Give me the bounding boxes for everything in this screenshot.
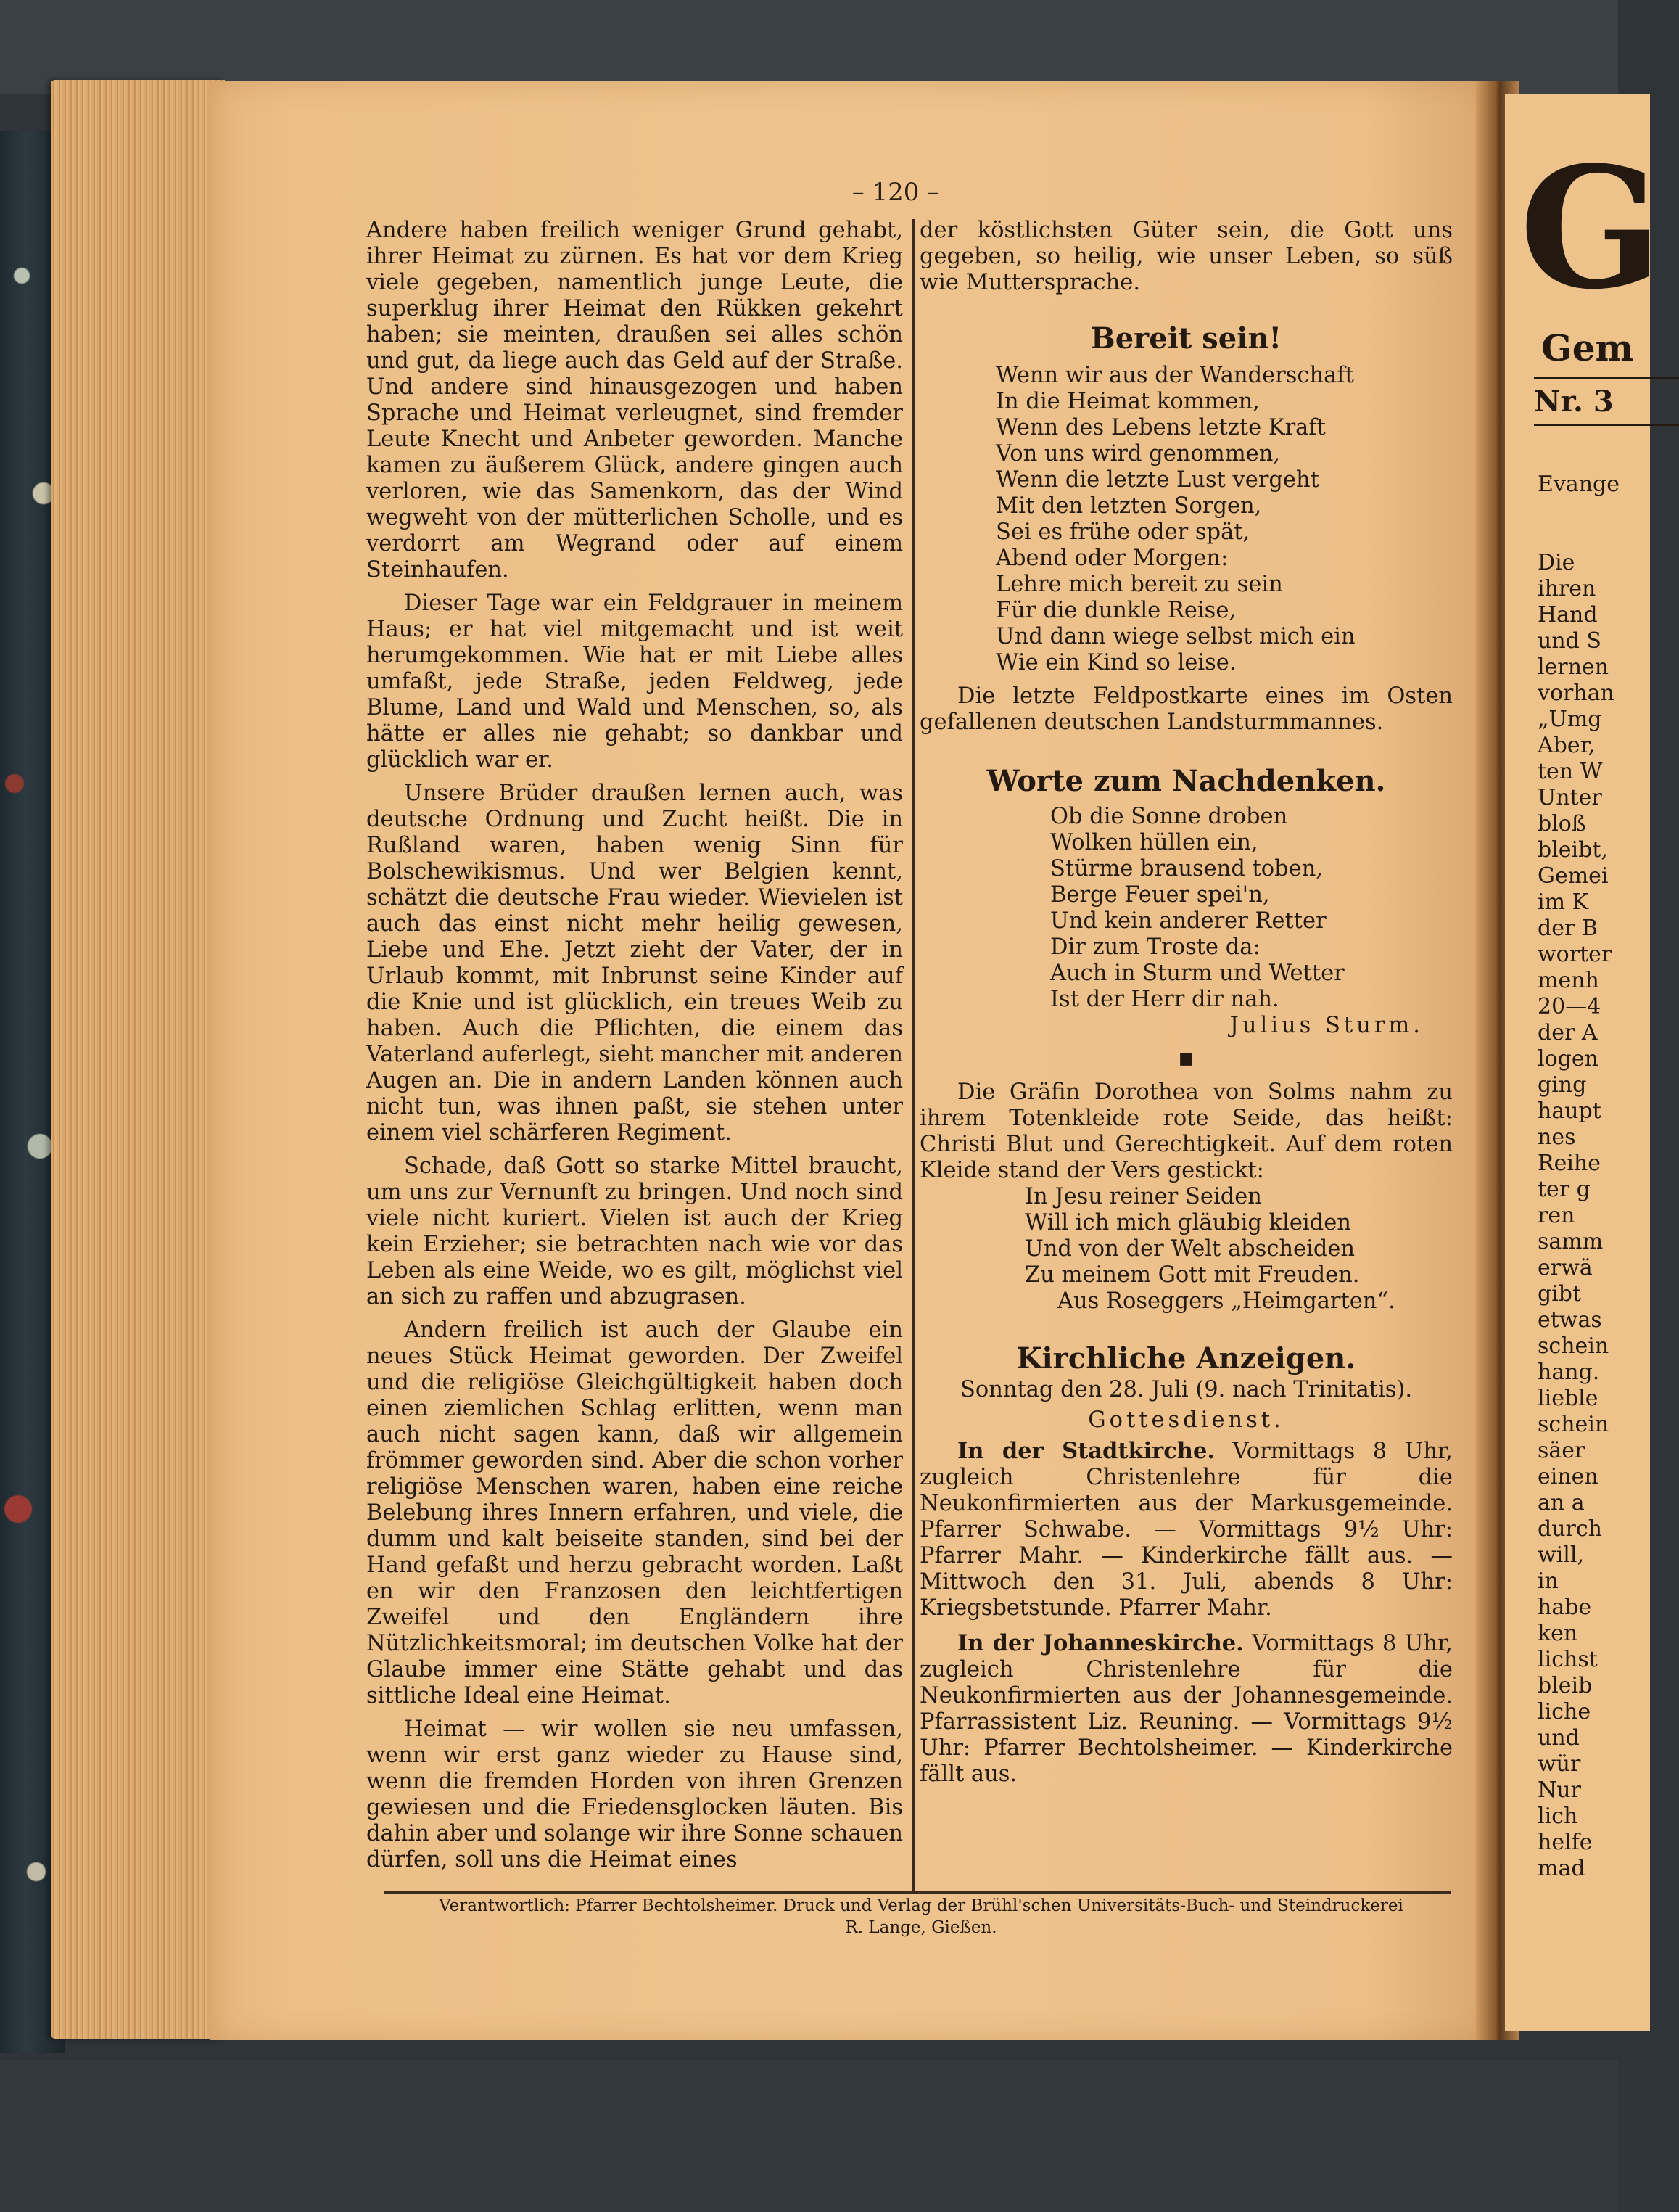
continuation-text: der köstlichsten Güter sein, die Gott uns gegeben, so heilig, wie unser Leben, so süß wie Muttersprache. (920, 218, 1453, 295)
poem-line: Lehre mich bereit zu sein (996, 572, 1283, 597)
next-page-rule (1534, 377, 1679, 379)
next-page-rule (1534, 424, 1679, 426)
notices-subtitle: Gottesdienst. (1088, 1407, 1284, 1433)
next-page-text: Evange Die ihren Hand und S lernen vorhan „Umg Aber, ten W Unter bloß bleibt, Gemei im K der B worter menh 20—4 der A logen ging haupt nes Reihe ter g ren samm erwä gibt etwas schein hang. lieble schein säer einen an a durch will, in habe ken lichst bleib liche und wür Nur lich helfe mad (1538, 472, 1620, 1881)
notice-johanneskirche (920, 1630, 1453, 1788)
anecdote-text: Die Gräfin Dorothea von Solms nahm zu ihrem Totenkleide rote Seide, das heißt: Christi Blut und Gerechtigkeit. Auf dem roten Kleide stand der Vers gestickt: (920, 1080, 1453, 1183)
poem-line: Berge Feuer spei'n, (1050, 882, 1270, 908)
poem-line: Wolken hüllen ein, (1050, 830, 1258, 855)
verse-line: Und von der Welt abscheiden (1025, 1236, 1356, 1262)
poem-line: Und dann wiege selbst mich ein (996, 624, 1356, 649)
verse-source: Aus Roseggers „Heimgarten“. (1057, 1288, 1395, 1314)
notice-label: In der Johanneskirche. (957, 1630, 1244, 1656)
book-page-edges (51, 80, 225, 2039)
paragraph: Andern freilich ist auch der Glaube ein neues Stück Heimat geworden. Der Zweifel und die religiöse Gleichgültigkeit haben doch einen ziemlichen Schlag erlitten, wenn man auch nicht sagen kann, daß wir allgemein frömmer geworden sind. Aber die schon vorher religiöse Menschen waren, haben eine reiche Belebung ihres Innern erfahren, und viele, die dumm und kalt beiseite standen, sind bei der Hand gefaßt und herzu gebracht worden. Laßt en wir den Franzosen den leichtfertigen Zweifel und den Engländern ihre Nützlichkeitsmoral; im deutschen Volke hat der Glaube immer eine Stätte gehabt und das sittliche Ideal eine Heimat. (366, 1317, 903, 1709)
imprint-footer (384, 1895, 1458, 1938)
poem (996, 363, 1453, 676)
poem-line: Für die dunkle Reise, (996, 598, 1237, 623)
poem-line: Auch in Sturm und Wetter (1050, 961, 1345, 986)
poem (1050, 804, 1453, 1013)
verse (1025, 1184, 1453, 1288)
footer-rule (384, 1891, 1451, 1894)
poem-line: Abend oder Morgen: (996, 546, 1229, 571)
next-page-fragment (1505, 94, 1662, 2031)
poem-line: Sei es frühe oder spät, (996, 519, 1250, 545)
poem-note: Die letzte Feldpostkarte eines im Osten gefallenen deutschen Landsturmmannes. (920, 683, 1453, 735)
poem-line: Wie ein Kind so leise. (996, 650, 1237, 675)
next-page-number: Nr. 3 (1534, 385, 1614, 419)
imprint-line: Verantwortlich: Pfarrer Bechtolsheimer. Druck und Verlag der Brühl'schen Universitäts-Buch- und Steindruckerei (439, 1896, 1403, 1915)
decorative-initial: G (1519, 131, 1662, 326)
paragraph: Dieser Tage war ein Feldgrauer in meinem Haus; er hat viel mitgemacht und ist weit herumgekommen. Wie hat er mit Liebe alles umfaßt, jede Straße, jeden Feldweg, jede Blume, Land und Wald und Menschen, so, als hätte er alles nie gehabt; so dankbar und glücklich war er. (366, 591, 903, 773)
notice-stadtkirche (920, 1438, 1453, 1621)
verse-line: Will ich mich gläubig kleiden (1025, 1210, 1351, 1235)
right-column (920, 218, 1453, 1788)
notice-text: Vormittags 8 Uhr, zugleich Christenlehre für die Neukonfirmierten aus der Markusgemeinde. Pfarrer Schwabe. — Vormittags 9½ Uhr: Pfarrer Mahr. — Kinderkirche fällt aus. — Mittwoch den 31. Juli, abends 8 Uhr: Kriegsbetstunde. Pfarrer Mahr. (920, 1439, 1453, 1621)
notice-label: In der Stadtkirche. (957, 1438, 1215, 1464)
poem-line: Von uns wird genommen, (996, 441, 1281, 466)
poem-line: Ob die Sonne droben (1050, 804, 1288, 829)
poem-line: Dir zum Troste da: (1050, 934, 1261, 960)
poem-line: Und kein anderer Retter (1050, 908, 1327, 934)
paragraph: Schade, daß Gott so starke Mittel braucht, um uns zur Vernunft zu bringen. Und noch sind viele nicht kuriert. Vielen ist auch der Krieg kein Erzieher; sie betrachten nach wie vor das Leben als eine Weide, wo es gilt, möglichst viel an sich zu raffen und abzugrasen. (366, 1154, 903, 1309)
notices-title: Kirchliche Anzeigen. (1016, 1341, 1356, 1376)
paragraph: Andere haben freilich weniger Grund gehabt, ihrer Heimat zu zürnen. Es hat vor dem Krieg viele gegeben, namentlich junge Leute, die superklug ihrer Heimat den Rükken gekehrt haben; sie meinten, draußen sei alles schön und gut, da liege auch das Geld auf der Straße. Und andere sind hinausgezogen und haben Sprache und Heimat verleugnet, sind fremder Leute Knecht und Anbeter geworden. Manche kamen zu äußerem Glück, andere gingen auch verloren, wie das Samenkorn, das der Wind wegweht von der mütterlichen Scholle, und es verdorrt am Wegrand oder auf einem Steinhaufen. (366, 218, 903, 583)
poem-title: Bereit sein! (1090, 321, 1282, 355)
left-column (366, 218, 903, 1873)
imprint-line: R. Lange, Gießen. (845, 1918, 997, 1937)
column-divider (912, 219, 915, 1891)
poem-line: Stürme brausend toben, (1050, 856, 1324, 881)
ornament: ■ (1179, 1050, 1194, 1068)
poem-line: Mit den letzten Sorgen, (996, 493, 1262, 519)
paragraph: Unsere Brüder draußen lernen auch, was deutsche Ordnung und Zucht heißt. Die in Rußland waren, haben wenig Sinn für Bolschewikismus. Und wer Belgien kennt, schätzt die deutsche Frau wieder. Wievielen ist auch das einst nicht mehr heilig gewesen, Liebe und Ehe. Jetzt zieht der Vater, der in Urlaub kommt, mit Inbrunst seine Kinder auf die Knie und ist glücklich, ein treues Weib zu haben. Auch die Pflichten, die einem das Vaterland auferlegt, sieht mancher mit anderen Augen an. Die in andern Landen können auch nicht tun, was ihnen paßt, sie stehen unter einem viel schärferen Regiment. (366, 781, 903, 1146)
verse-line: In Jesu reiner Seiden (1025, 1184, 1262, 1209)
poem-line: Wenn des Lebens letzte Kraft (996, 415, 1326, 440)
paragraph: Heimat — wir wollen sie neu umfassen, wenn wir erst ganz wieder zu Hause sind, wenn die fremden Horden von ihren Grenzen gewiesen und die Friedensglocken läuten. Bis dahin aber und solange wir ihre Sonne schauen dürfen, soll uns die Heimat eines (366, 1716, 903, 1872)
poem-author: Julius Sturm. (1229, 1013, 1424, 1038)
verse-line: Zu meinem Gott mit Freuden. (1025, 1262, 1360, 1288)
notice-text: Vormittags 8 Uhr, zugleich Christenlehre für die Neukonfirmierten aus der Johannesgemeinde. Pfarrassistent Liz. Reuning. — Vormittags 9½ Uhr: Pfarrer Bechtolsheimer. — Kinderkirche fällt aus. (920, 1631, 1453, 1787)
poem-line: Ist der Herr dir nah. (1050, 987, 1279, 1012)
notices-date: Sonntag den 28. Juli (9. nach Trinitatis). (960, 1377, 1413, 1402)
poem-line: Wenn die letzte Lust vergeht (996, 467, 1319, 493)
poem-title: Worte zum Nachdenken. (986, 764, 1386, 798)
page-number: – 120 – (851, 178, 940, 207)
poem-line: In die Heimat kommen, (996, 389, 1260, 414)
next-page-title: Gem (1541, 326, 1634, 369)
background-top (0, 0, 1618, 94)
poem-line: Wenn wir aus der Wanderschaft (996, 363, 1354, 388)
background-bottom (0, 2060, 1618, 2212)
